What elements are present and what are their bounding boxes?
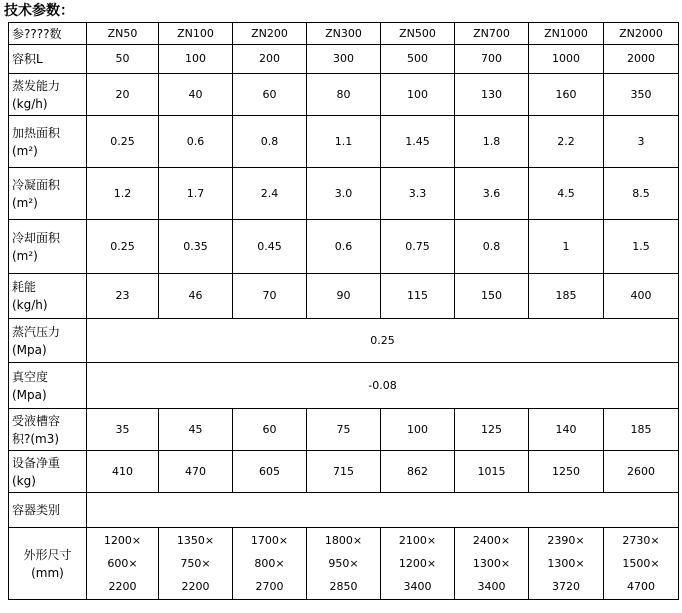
cell: 0.8 (233, 116, 307, 168)
cell: 2.4 (233, 168, 307, 220)
dim-width: 1500× (622, 557, 660, 570)
cell: 1.2 (87, 168, 159, 220)
dim-width: 800× (254, 557, 285, 570)
merged-cell: -0.08 (87, 363, 679, 409)
cell: 1000 (529, 45, 604, 74)
cell: 100 (381, 409, 455, 451)
cell: 1 (529, 220, 604, 274)
dim-width: 750× (180, 557, 211, 570)
cell: 1250 (529, 451, 604, 493)
dimension-cell (529, 528, 604, 600)
dim-length: 2390× (547, 534, 585, 547)
cell: 100 (159, 45, 233, 74)
cell: 200 (233, 45, 307, 74)
row-label-unit: (m²) (12, 195, 38, 210)
dim-length: 1700× (250, 534, 289, 547)
row-label-line1: 冷却面积 (12, 230, 61, 245)
row-label-unit: 积?(m3) (12, 431, 60, 446)
spec-table (8, 22, 679, 600)
row-label (9, 451, 87, 493)
dim-length: 1800× (324, 534, 363, 547)
cell: 125 (455, 409, 529, 451)
cell: 23 (87, 274, 159, 319)
cell: 45 (159, 409, 233, 451)
row-label-line1: 蒸汽压力 (12, 324, 61, 339)
dim-length: 2400× (472, 534, 511, 547)
row-label-line1: 外形尺寸 (23, 547, 72, 562)
dimension-cell (159, 528, 233, 600)
cell: 100 (381, 74, 455, 116)
cell: 3.3 (381, 168, 455, 220)
model-header: ZN200 (233, 23, 307, 45)
row-label-unit: (kg/h) (12, 298, 48, 312)
row-label-unit: (Mpa) (12, 387, 47, 402)
row-label-line1: 蒸发能力 (12, 78, 61, 93)
dimensions-row (9, 528, 679, 600)
cell: 90 (307, 274, 381, 319)
cell: 60 (233, 74, 307, 116)
cell: 8.5 (604, 168, 679, 220)
cell: 0.45 (233, 220, 307, 274)
row-label-unit: (Mpa) (12, 342, 47, 357)
dim-length: 1200× (103, 534, 142, 547)
cell: 0.75 (381, 220, 455, 274)
dim-height: 3720 (552, 580, 580, 593)
model-header: ZN300 (307, 23, 381, 45)
dim-width: 1200× (398, 557, 437, 570)
row-label-line1: 受液槽容 (12, 413, 61, 428)
cell: 350 (604, 74, 679, 116)
cell: 185 (604, 409, 679, 451)
cell: 70 (233, 274, 307, 319)
cell: 1.7 (159, 168, 233, 220)
page-title: 技术参数： (4, 3, 74, 19)
cell: 0.6 (159, 116, 233, 168)
dimension-cell (233, 528, 307, 600)
dim-width: 1300× (547, 557, 585, 570)
cell: 410 (87, 451, 159, 493)
model-header: ZN700 (455, 23, 529, 45)
row-label-line1: 加热面积 (12, 125, 61, 140)
cell: 0.8 (455, 220, 529, 274)
dim-height: 2200 (181, 580, 210, 593)
cell: 140 (529, 409, 604, 451)
row-label (9, 74, 87, 116)
row-label (9, 220, 87, 274)
row-label (9, 116, 87, 168)
row-label-unit: (m²) (12, 248, 38, 263)
cell: 715 (307, 451, 381, 493)
dim-height: 2850 (329, 580, 358, 593)
cell: 130 (455, 74, 529, 116)
row-label (9, 363, 87, 409)
dimension-cell (381, 528, 455, 600)
model-header: ZN50 (87, 23, 159, 45)
cell: 46 (159, 274, 233, 319)
cooling-area-row (9, 220, 679, 274)
cell: 20 (87, 74, 159, 116)
cell: 700 (455, 45, 529, 74)
cell: 80 (307, 74, 381, 116)
row-label (9, 319, 87, 363)
dim-height: 3400 (403, 580, 432, 593)
cell: 1.1 (307, 116, 381, 168)
cell: 0.25 (87, 220, 159, 274)
heating-area-row (9, 116, 679, 168)
model-header: ZN1000 (529, 23, 604, 45)
cell: 470 (159, 451, 233, 493)
cell: 115 (381, 274, 455, 319)
row-label (9, 274, 87, 319)
row-label-line1: 真空度 (12, 369, 49, 384)
model-header: ZN2000 (604, 23, 679, 45)
dim-width: 600× (107, 557, 138, 570)
dim-height: 3400 (477, 580, 506, 593)
model-header: ZN100 (159, 23, 233, 45)
energy-row (9, 274, 679, 319)
cell: 0.35 (159, 220, 233, 274)
dim-height: 4700 (627, 580, 655, 593)
cell: 3 (604, 116, 679, 168)
dim-length: 1350× (176, 534, 215, 547)
dim-length: 2100× (398, 534, 437, 547)
vacuum-row (9, 363, 679, 409)
cell: 35 (87, 409, 159, 451)
row-label-line1: 设备净重 (12, 455, 61, 470)
row-label: 容积L (9, 45, 87, 74)
cell: 2600 (604, 451, 679, 493)
cell: 50 (87, 45, 159, 74)
net-weight-row (9, 451, 679, 493)
cell: 0.6 (307, 220, 381, 274)
header-row (9, 23, 679, 45)
cell: 605 (233, 451, 307, 493)
cell: 4.5 (529, 168, 604, 220)
dimension-cell (455, 528, 529, 600)
receiver-volume-row (9, 409, 679, 451)
dim-height: 2200 (108, 580, 137, 593)
row-label-line1: 耗能 (12, 280, 37, 294)
cell: 1015 (455, 451, 529, 493)
volume-row (9, 45, 679, 74)
cell: 1.8 (455, 116, 529, 168)
cell: 500 (381, 45, 455, 74)
condensing-area-row (9, 168, 679, 220)
evaporation-row (9, 74, 679, 116)
cell: 1.45 (381, 116, 455, 168)
row-label (9, 409, 87, 451)
dim-length: 2730× (622, 534, 660, 547)
merged-cell: 0.25 (87, 319, 679, 363)
row-label-unit: (mm) (31, 565, 64, 580)
cell: 3.6 (455, 168, 529, 220)
cell: 862 (381, 451, 455, 493)
cell: 60 (233, 409, 307, 451)
cell: 0.25 (87, 116, 159, 168)
row-label (9, 528, 87, 600)
cell: 400 (604, 274, 679, 319)
cell: 1.5 (604, 220, 679, 274)
header-label: 参????数 (9, 23, 87, 45)
cell: 40 (159, 74, 233, 116)
cell: 2.2 (529, 116, 604, 168)
model-header: ZN500 (381, 23, 455, 45)
row-label: 容器类别 (9, 493, 87, 528)
container-class-row (9, 493, 679, 528)
cell: 75 (307, 409, 381, 451)
cell: 3.0 (307, 168, 381, 220)
cell: 160 (529, 74, 604, 116)
cell: 2000 (604, 45, 679, 74)
row-label-unit: (kg) (12, 473, 36, 488)
cell: 150 (455, 274, 529, 319)
row-label-line1: 冷凝面积 (12, 177, 61, 192)
dimension-cell (604, 528, 679, 600)
dimension-cell (307, 528, 381, 600)
dim-width: 950× (328, 557, 359, 570)
dim-width: 1300× (472, 557, 511, 570)
dim-height: 2700 (255, 580, 284, 593)
row-label-unit: (kg/h) (12, 96, 48, 111)
steam-pressure-row (9, 319, 679, 363)
row-label-unit: (m²) (12, 143, 38, 158)
cell: 300 (307, 45, 381, 74)
cell: 185 (529, 274, 604, 319)
merged-cell (87, 493, 679, 528)
row-label (9, 168, 87, 220)
dimension-cell (87, 528, 159, 600)
